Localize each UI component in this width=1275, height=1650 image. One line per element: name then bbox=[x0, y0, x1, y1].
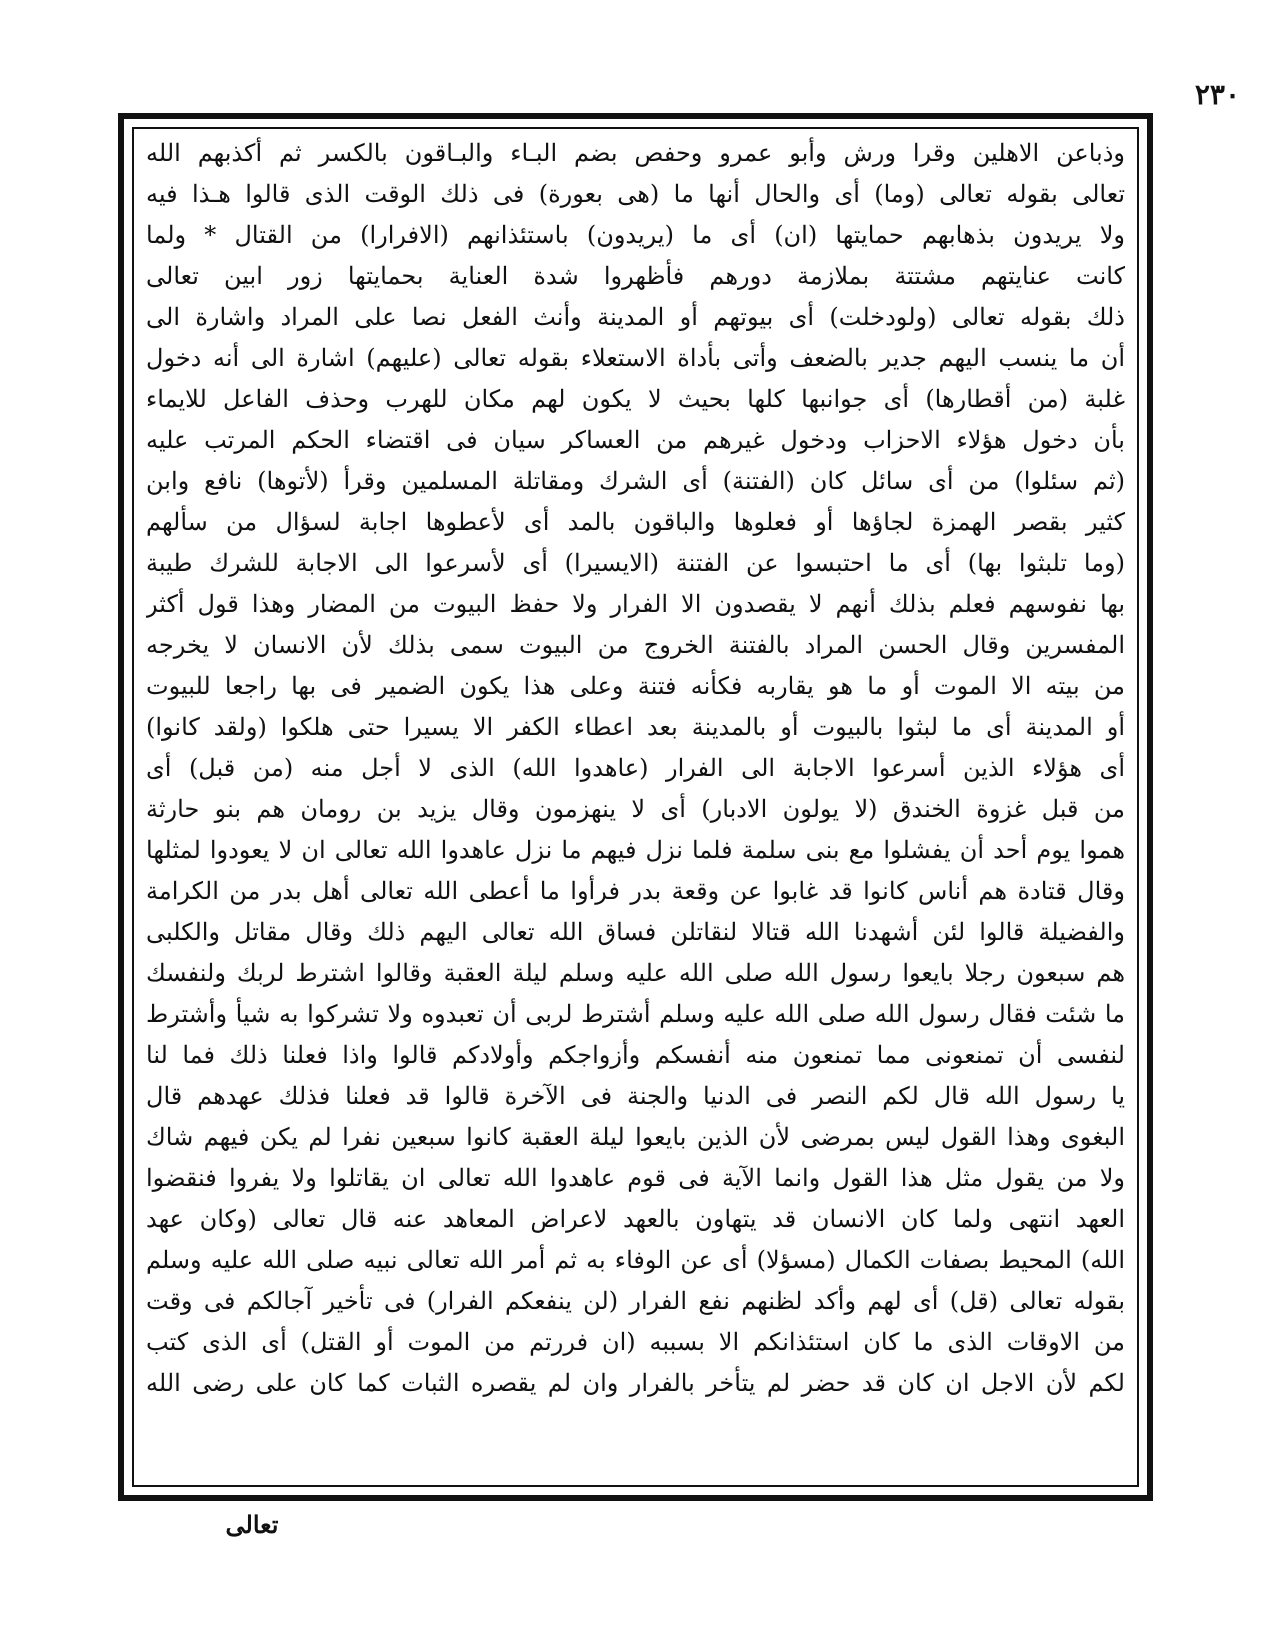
text-line: ذلك بقوله تعالى (ولودخلت) أى بيوتهم أو المدينة وأنث الفعل نصا على المراد واشارة الى bbox=[146, 303, 1125, 331]
text-line: ما شئت فقال رسول الله صلى الله عليه وسلم أشترط لربى أن تعبدوه ولا تشركوا به شيأ وأشترط bbox=[146, 1000, 1125, 1028]
text-line: بقوله تعالى (قل) أى لهم وأكد لظنهم نفع الفرار (لن ينفعكم الفرار) فى تأخير آجالكم فى وقت bbox=[146, 1287, 1125, 1315]
text-line: يا رسول الله قال لكم النصر فى الدنيا والجنة فى الآخرة قالوا قد فعلنا فذلك عهدهم قال bbox=[146, 1082, 1125, 1110]
text-line: هموا يوم أحد أن يفشلوا مع بنى سلمة فلما نزل فيهم ما نزل عاهدوا الله تعالى ان لا يعودوا لمثلها bbox=[146, 836, 1125, 864]
text-line: من الاوقات الذى ما كان استئذانكم الا بسببه (ان فررتم من الموت أو القتل) أى الذى كتب bbox=[146, 1328, 1125, 1356]
text-line: لنفسى أن تمنعونى مما تمنعون منه أنفسكم وأزواجكم وأولادكم قالوا واذا فعلنا ذلك فما لنا bbox=[146, 1041, 1125, 1069]
text-line: ولا يريدون بذهابهم حمايتها (ان) أى ما (يريدون) باستئذانهم (الافرارا) من القتال * ولما bbox=[146, 221, 1125, 249]
text-line: كانت عنايتهم مشتتة بملازمة دورهم فأظهروا شدة العناية بحمايتها زور ابين تعالى bbox=[146, 262, 1125, 290]
text-line: أن ما ينسب اليهم جدير بالضعف وأتى بأداة الاستعلاء بقوله تعالى (عليهم) اشارة الى أنه دخول bbox=[146, 344, 1125, 372]
text-line: من بيته الا الموت أو ما هو يقاربه فكأنه فتنة وعلى هذا يكون الضمير فى بها راجعا للبيوت bbox=[146, 672, 1125, 700]
text-line: تعالى بقوله تعالى (وما) أى والحال أنها ما (هى بعورة) فى ذلك الوقت الذى قالوا هـذا فيه bbox=[146, 180, 1125, 208]
body-text bbox=[146, 133, 1125, 1404]
page-number: ٢٣٠ bbox=[1194, 78, 1240, 111]
text-line: بها نفوسهم فعلم بذلك أنهم لا يقصدون الا الفرار ولا حفظ البيوت من المضار وهذا قول أكثر bbox=[146, 590, 1125, 618]
text-line: المفسرين وقال الحسن المراد بالفتنة الخروج من البيوت سمى بذلك لأن الانسان لا يخرجه bbox=[146, 631, 1125, 659]
text-frame bbox=[132, 127, 1139, 1487]
text-line: وقال قتادة هم أناس كانوا قد غابوا عن وقعة بدر فرأوا ما أعطى الله تعالى أهل بدر من الكرامة bbox=[146, 877, 1125, 905]
text-line: الله) المحيط بصفات الكمال (مسؤلا) أى عن الوفاء به ثم أمر الله تعالى نبيه صلى الله عليه وسلم bbox=[146, 1246, 1125, 1274]
text-line: العهد انتهى ولما كان الانسان قد يتهاون بالعهد لاعراض المعاهد عنه قال تعالى (وكان عهد bbox=[146, 1205, 1125, 1233]
text-line: أى هؤلاء الذين أسرعوا الاجابة الى الفرار (عاهدوا الله) الذى لا أجل منه (من قبل) أى bbox=[146, 754, 1125, 782]
page-border bbox=[118, 113, 1153, 1501]
text-line: أو المدينة أى ما لبثوا بالبيوت أو بالمدينة بعد اعطاء الكفر الا يسيرا حتى هلكوا (ولقد كانوا) bbox=[146, 713, 1125, 741]
text-line: وذباعن الاهلين وقرا ورش وأبو عمرو وحفص بضم البـاء والبـاقون بالكسر ثم أكذبهم الله bbox=[146, 139, 1125, 167]
text-line: لكم لأن الاجل ان كان قد حضر لم يتأخر بالفرار وان لم يقصره الثبات كما كان على رضى الله bbox=[146, 1369, 1125, 1397]
text-line: هم سبعون رجلا بايعوا رسول الله صلى الله عليه وسلم ليلة العقبة وقالوا اشترط لربك ولنفسك bbox=[146, 959, 1125, 987]
text-line: كثير بقصر الهمزة لجاؤها أو فعلوها والباقون بالمد أى لأعطوها اجابة لسؤال من سألهم bbox=[146, 508, 1125, 536]
text-line: غلبة (من أقطارها) أى جوانبها كلها بحيث لا يكون لهم مكان للهرب وحذف الفاعل للايماء bbox=[146, 385, 1125, 413]
text-line: البغوى وهذا القول ليس بمرضى لأن الذين بايعوا ليلة العقبة كانوا سبعين نفرا لم يكن فيهم شاك bbox=[146, 1123, 1125, 1151]
text-line: (ثم سئلوا) من أى سائل كان (الفتنة) أى الشرك ومقاتلة المسلمين وقرأ (لأتوها) نافع وابن bbox=[146, 467, 1125, 495]
text-line: من قبل غزوة الخندق (لا يولون الادبار) أى لا ينهزمون وقال يزيد بن رومان هم بنو حارثة bbox=[146, 795, 1125, 823]
text-line: والفضيلة قالوا لئن أشهدنا الله قتالا لنقاتلن فساق الله تعالى اليهم ذلك وقال مقاتل والكلبى bbox=[146, 918, 1125, 946]
text-line: (وما تلبثوا بها) أى ما احتبسوا عن الفتنة (الايسيرا) أى لأسرعوا الى الاجابة للشرك طيبة bbox=[146, 549, 1125, 577]
catchword: تعالى bbox=[225, 1510, 279, 1539]
text-line: ولا من يقول مثل هذا القول وانما الآية فى قوم عاهدوا الله تعالى ان يقاتلوا ولا يفروا فنقضوا bbox=[146, 1164, 1125, 1192]
text-line: بأن دخول هؤلاء الاحزاب ودخول غيرهم من العساكر سيان فى اقتضاء الحكم المرتب عليه bbox=[146, 426, 1125, 454]
